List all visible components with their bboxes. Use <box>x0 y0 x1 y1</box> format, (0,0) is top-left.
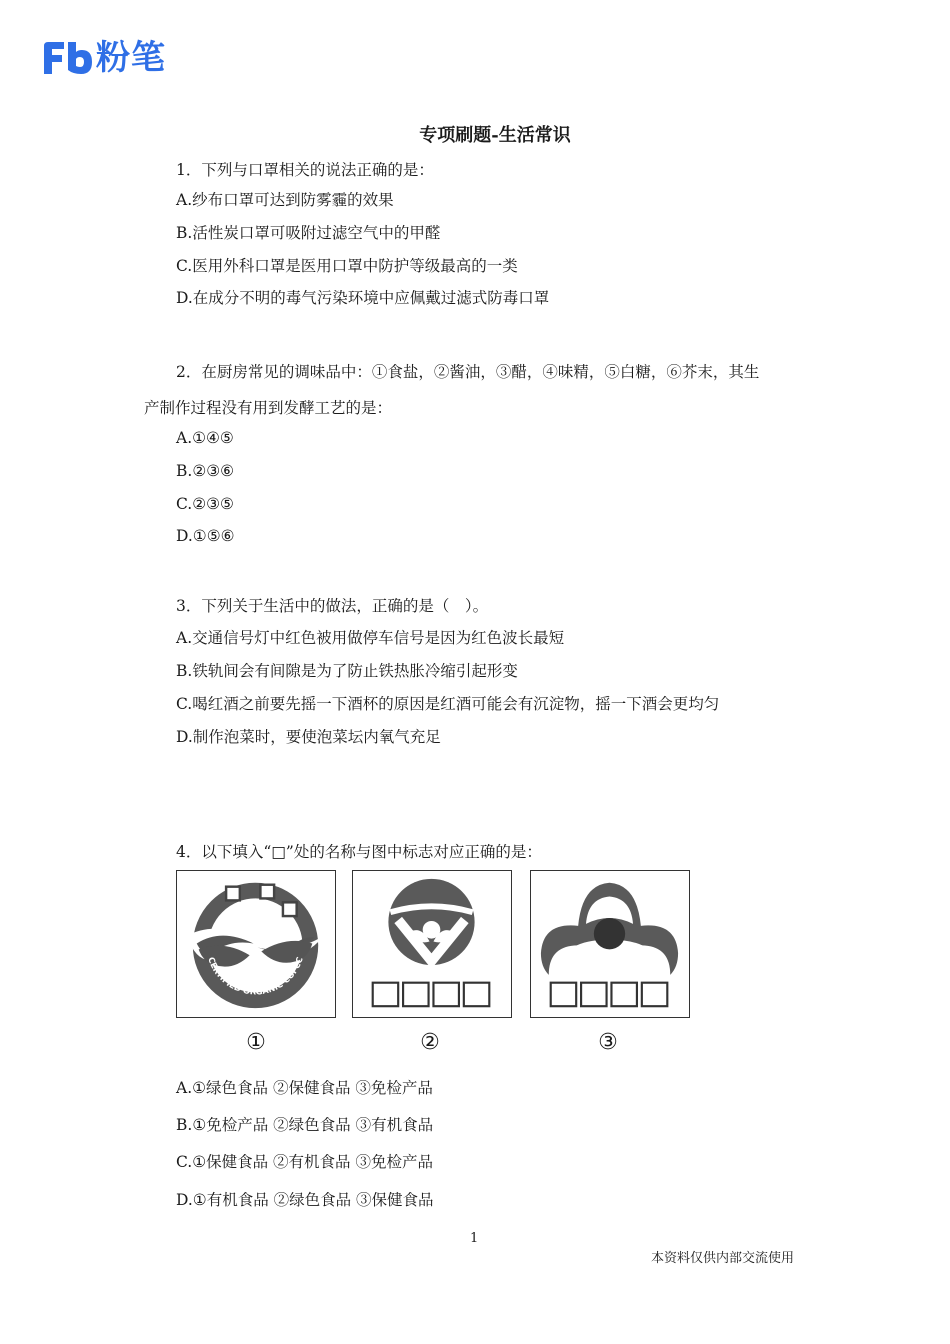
brand-name: 粉笔 <box>96 38 166 78</box>
question-3-stem: 3．下列关于生活中的做法，正确的是（ ）。 <box>176 597 489 615</box>
q4-option-a: A.①绿色食品 ②保健食品 ③免检产品 <box>176 1079 433 1097</box>
certification-logos-figure <box>176 870 696 1060</box>
q2-option-d: D.①⑤⑥ <box>176 527 235 545</box>
q1-option-b: B.活性炭口罩可吸附过滤空气中的甲醛 <box>176 224 441 242</box>
organic-logo-icon <box>177 871 334 1016</box>
question-2-stem-line2: 产制作过程没有用到发酵工艺的是： <box>144 399 393 417</box>
brand-logo <box>40 38 166 78</box>
q3-option-d: D.制作泡菜时，要使泡菜坛内氧气充足 <box>176 728 441 746</box>
q4-option-b: B.①免检产品 ②绿色食品 ③有机食品 <box>176 1116 434 1134</box>
q4-option-c: C.①保健食品 ②有机食品 ③免检产品 <box>176 1153 433 1171</box>
question-2-stem-line1: 2．在厨房常见的调味品中：①食盐，②酱油，③醋，④味精，⑤白糖，⑥芥末，其生 <box>176 363 760 381</box>
q3-option-a: A.交通信号灯中红色被用做停车信号是因为红色波长最短 <box>176 629 565 647</box>
q2-option-b: B.②③⑥ <box>176 462 235 480</box>
page-title: 专项刷题-生活常识 <box>419 125 571 146</box>
q4-option-d: D.①有机食品 ②绿色食品 ③保健食品 <box>176 1191 434 1209</box>
logo-1-frame <box>176 870 336 1018</box>
q1-option-d: D.在成分不明的毒气污染环境中应佩戴过滤式防毒口罩 <box>176 289 550 307</box>
figure-label-2: ② <box>420 1030 440 1055</box>
logo-1-ring-text: CERTIFIED ORGANIC COFCC <box>206 955 305 997</box>
q2-option-a: A.①④⑤ <box>176 429 234 447</box>
q2-option-c: C.②③⑤ <box>176 495 234 513</box>
q3-option-b: B.铁轨间会有间隙是为了防止铁热胀冷缩引起形变 <box>176 662 518 680</box>
health-food-logo-icon <box>531 871 688 1016</box>
question-4-stem: 4．以下填入“□”处的名称与图中标志对应正确的是： <box>176 843 542 861</box>
page-number: 1 <box>470 1231 479 1246</box>
question-1-stem: 1．下列与口罩相关的说法正确的是： <box>176 161 434 179</box>
logo-3-frame <box>530 870 690 1018</box>
q1-option-a: A.纱布口罩可达到防雾霾的效果 <box>176 191 394 209</box>
footer-note: 本资料仅供内部交流使用 <box>651 1251 795 1266</box>
green-food-logo-icon <box>353 871 510 1016</box>
fb-logo-icon <box>40 38 94 78</box>
figure-label-1: ① <box>246 1030 266 1055</box>
figure-label-3: ③ <box>598 1030 618 1055</box>
logo-2-frame <box>352 870 512 1018</box>
q1-option-c: C.医用外科口罩是医用口罩中防护等级最高的一类 <box>176 257 518 275</box>
q3-option-c: C.喝红酒之前要先摇一下酒杯的原因是红酒可能会有沉淀物，摇一下酒会更均匀 <box>176 695 720 713</box>
